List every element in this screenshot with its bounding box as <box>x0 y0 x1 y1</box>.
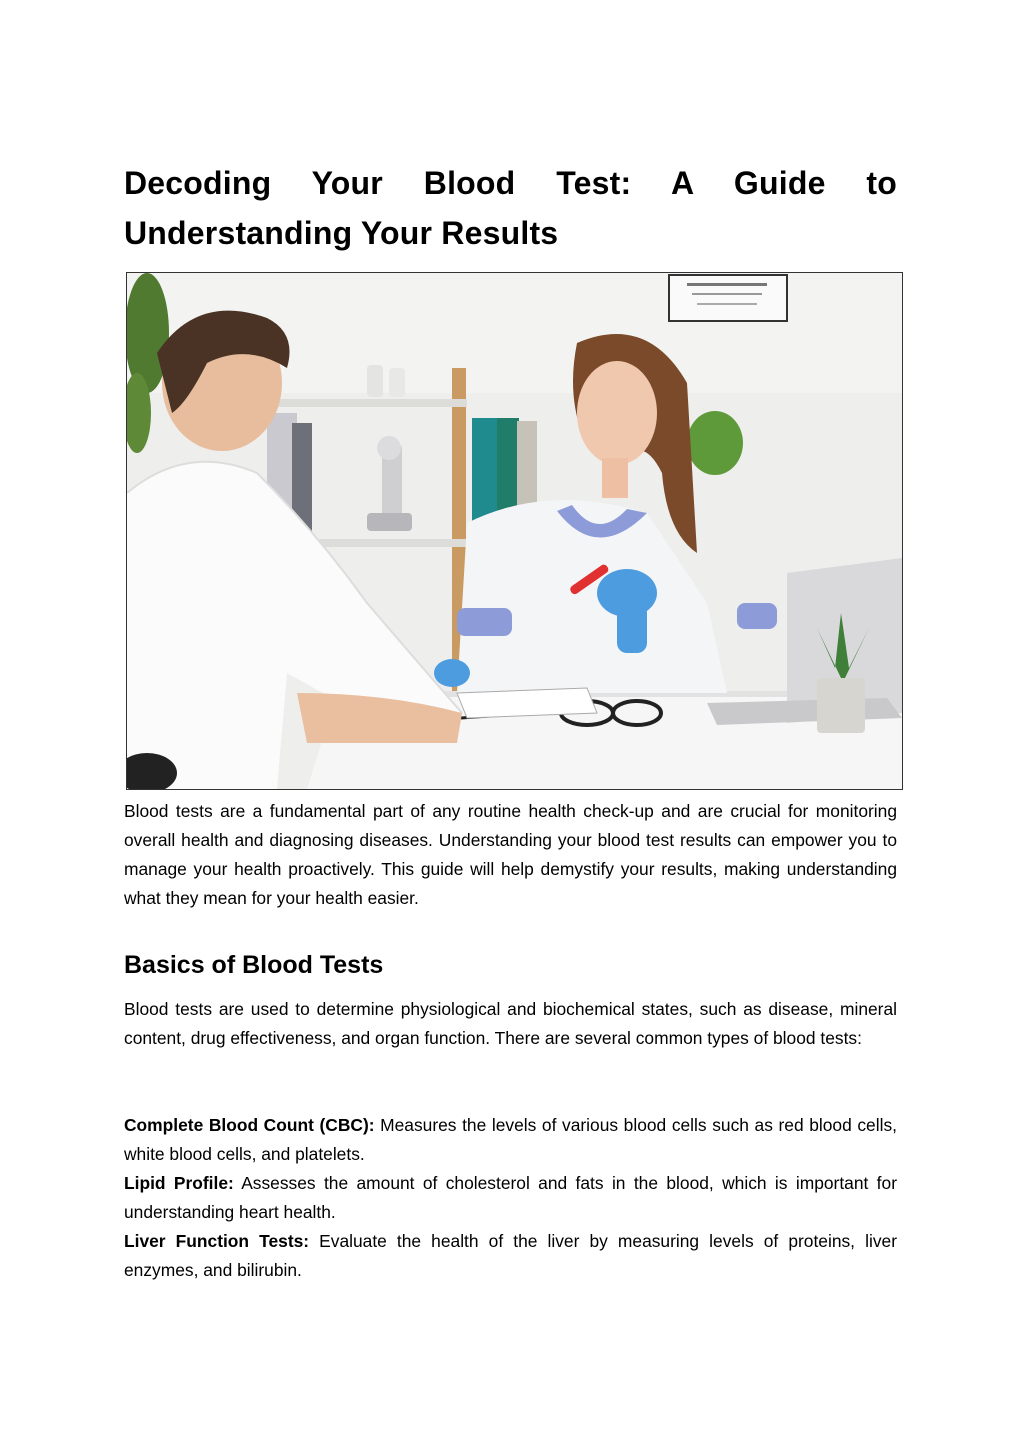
list-item <box>124 1111 897 1169</box>
section-paragraph: Blood tests are used to determine physiological and biochemical states, such as disease, mineral content, drug effectiveness, and organ function. There are several common types of blood tests: <box>124 999 897 1048</box>
doctor-patient-illustration <box>127 273 902 789</box>
list-item-term: Complete Blood Count (CBC): <box>124 1115 375 1135</box>
list-item <box>124 1227 897 1285</box>
list-item-description: Assesses the amount of cholesterol and fats in the blood, which is important for understanding heart health. <box>124 1173 897 1222</box>
list-item-term: Liver Function Tests: <box>124 1231 310 1251</box>
blood-test-list <box>124 1111 897 1285</box>
section-heading: Basics of Blood Tests <box>124 951 384 979</box>
list-item-term: Lipid Profile: <box>124 1173 234 1193</box>
list-item-description: Measures the levels of various blood cells such as red blood cells, white blood cells, and platelets. <box>124 1115 897 1164</box>
hero-image <box>126 272 903 790</box>
list-item-description: Evaluate the health of the liver by measuring levels of proteins, liver enzymes, and bilirubin. <box>124 1231 897 1280</box>
intro-paragraph: Blood tests are a fundamental part of any routine health check-up and are crucial for monitoring overall health and diagnosing diseases. Understanding your blood test results can empower you to manage your health proactively. This guide will help demystify your results, making understanding what they mean for your health easier. <box>124 801 897 908</box>
list-item <box>124 1169 897 1227</box>
page-title: Decoding Your Blood Test: A Guide to Understanding Your Results <box>124 165 897 251</box>
